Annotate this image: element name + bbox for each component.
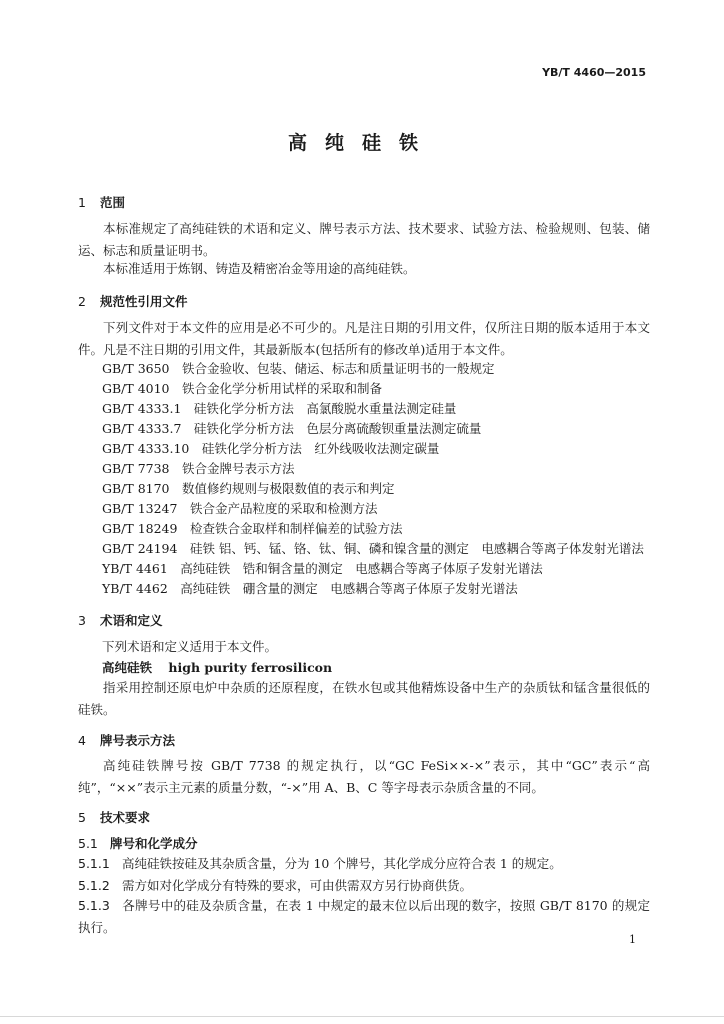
term-english: high purity ferrosilicon [168,660,333,675]
clause-5-1-1 [78,854,562,872]
reference-item: GB/T 4333.7 硅铁化学分析方法 色层分离硫酸钡重量法测定硫量 [102,421,482,436]
clause-5-1-2 [78,876,472,894]
page-number: 1 [629,933,636,946]
clause-5-1-3 [78,895,650,939]
page-bottom-edge [0,1016,724,1017]
subsection-title: 牌号和化学成分 [110,836,198,851]
reference-item: GB/T 18249 检查铁合金取样和制样偏差的试验方法 [102,521,403,536]
section-title: 术语和定义 [100,613,163,628]
section-5-heading [78,808,150,826]
section-2-heading [78,292,188,310]
reference-item: GB/T 13247 铁合金产品粒度的采取和检测方法 [102,501,378,516]
reference-item: GB/T 7738 铁合金牌号表示方法 [102,461,295,476]
section-number: 4 [78,733,86,748]
section-title: 规范性引用文件 [100,294,188,309]
section-3-heading [78,611,163,629]
section-number: 5 [78,810,86,825]
subsection-5-1-heading [78,834,198,852]
scope-paragraph-2: 本标准适用于炼钢、铸造及精密冶金等用途的高纯硅铁。 [103,261,416,276]
section-4-heading [78,731,175,749]
clause-number: 5.1.1 [78,856,110,871]
reference-item: YB/T 4461 高纯硅铁 锆和铜含量的测定 电感耦合等离子体原子发射光谱法 [102,561,543,576]
section-number: 1 [78,195,86,210]
term-definition: 指采用控制还原电炉中杂质的还原程度，在铁水包或其他精炼设备中生产的杂质钛和锰含量很低的硅铁。 [78,680,650,717]
reference-item: GB/T 24194 硅铁 铝、钙、锰、铬、钛、铜、磷和镍含量的测定 电感耦合等离子体发射光谱法 [102,541,644,556]
standard-number: YB/T 4460—2015 [542,66,646,79]
reference-item: GB/T 4333.10 硅铁化学分析方法 红外线吸收法测定碳量 [102,441,440,456]
reference-item: GB/T 4010 铁合金化学分析用试样的采取和制备 [102,381,383,396]
section-title: 范围 [100,195,126,210]
section-number: 3 [78,613,86,628]
terms-intro: 下列术语和定义适用于本文件。 [102,639,278,654]
reference-item: GB/T 3650 铁合金验收、包装、储运、标志和质量证明书的一般规定 [102,361,495,376]
clause-text: 高纯硅铁按硅及其杂质含量，分为 10 个牌号，其化学成分应符合表 1 的规定。 [122,856,562,871]
section-title: 技术要求 [100,810,151,825]
section-1-heading [78,193,125,211]
grade-designation-text: 高纯硅铁牌号按 GB/T 7738 的规定执行，以“GC FeSi××-×”表示，其中“GC”表示“高纯”，“××”表示主元素的质量分数，“-×”用 A、B、C 等字母表示杂质含量的不同。 [78,758,650,795]
clause-number: 5.1.3 [78,898,110,913]
section-number: 2 [78,294,86,309]
scope-paragraph-1: 本标准规定了高纯硅铁的术语和定义、牌号表示方法、技术要求、试验方法、检验规则、包装、储运、标志和质量证明书。 [78,221,650,258]
references-intro: 下列文件对于本文件的应用是必不可少的。凡是注日期的引用文件，仅所注日期的版本适用于本文件。凡是不注日期的引用文件，其最新版本(包括所有的修改单)适用于本文件。 [78,320,650,357]
subsection-number: 5.1 [78,836,98,851]
document-title: 高纯硅铁 [287,132,436,154]
reference-item: GB/T 4333.1 硅铁化学分析方法 高氯酸脱水重量法测定硅量 [102,401,457,416]
term-chinese: 高纯硅铁 [102,660,153,675]
term [102,658,332,676]
reference-item: YB/T 4462 高纯硅铁 硼含量的测定 电感耦合等离子体原子发射光谱法 [102,581,518,596]
clause-text: 各牌号中的硅及杂质含量，在表 1 中规定的最末位以后出现的数字，按照 GB/T 8170 的规定执行。 [78,898,650,935]
clause-number: 5.1.2 [78,878,110,893]
clause-text: 需方如对化学成分有特殊的要求，可由供需双方另行协商供货。 [122,878,473,893]
reference-item: GB/T 8170 数值修约规则与极限数值的表示和判定 [102,481,395,496]
section-title: 牌号表示方法 [100,733,176,748]
